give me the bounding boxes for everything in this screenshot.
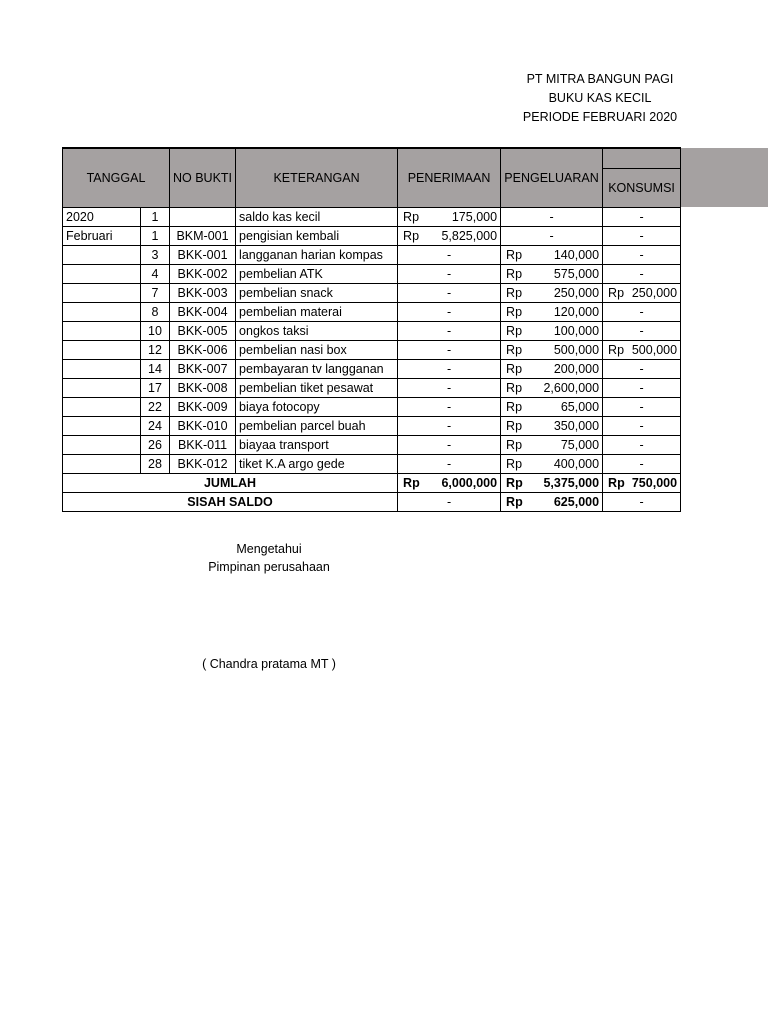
ledger-body	[63, 208, 681, 474]
cell-day: 8	[141, 303, 170, 322]
table-row	[63, 360, 681, 379]
cell-day: 14	[141, 360, 170, 379]
cell-year-month: Februari	[63, 227, 141, 246]
table-row	[63, 246, 681, 265]
signature-ack: Mengetahui	[236, 542, 302, 556]
cell-keterangan: pembayaran tv langganan	[236, 360, 398, 379]
cell-day: 3	[141, 246, 170, 265]
cell-year-month	[63, 246, 141, 265]
cell-year-month	[63, 379, 141, 398]
cell-keterangan: tiket K.A argo gede	[236, 455, 398, 474]
cell-no-bukti: BKK-009	[170, 398, 236, 417]
cell-year-month	[63, 265, 141, 284]
cell-no-bukti: BKK-007	[170, 360, 236, 379]
cell-day: 28	[141, 455, 170, 474]
cell-day: 17	[141, 379, 170, 398]
ledger-footer	[63, 474, 681, 512]
cell-konsumsi: -	[603, 455, 681, 474]
total-row	[63, 474, 681, 493]
cell-konsumsi: -	[603, 208, 681, 227]
company-name: PT MITRA BANGUN PAGI	[526, 72, 674, 86]
cell-year-month	[63, 303, 141, 322]
total-penerimaan: Rp 6,000,000	[398, 474, 501, 493]
cell-keterangan: biaya fotocopy	[236, 398, 398, 417]
cell-year-month	[63, 322, 141, 341]
cell-day: 24	[141, 417, 170, 436]
cell-konsumsi: -	[603, 303, 681, 322]
cell-no-bukti: BKK-006	[170, 341, 236, 360]
signature-name: ( Chandra pratama MT )	[202, 657, 336, 671]
cell-pengeluaran: Rp 120,000	[501, 303, 603, 322]
cell-day: 22	[141, 398, 170, 417]
cell-pengeluaran: Rp 75,000	[501, 436, 603, 455]
cell-no-bukti: BKK-011	[170, 436, 236, 455]
col-header-no-bukti: NO BUKTI	[170, 148, 236, 208]
signature-role: Pimpinan perusahaan	[208, 560, 330, 574]
cell-konsumsi: Rp 500,000	[603, 341, 681, 360]
cell-keterangan: biayaa transport	[236, 436, 398, 455]
table-row	[63, 227, 681, 246]
cell-no-bukti: BKM-001	[170, 227, 236, 246]
cell-konsumsi: -	[603, 265, 681, 284]
cell-no-bukti: BKK-012	[170, 455, 236, 474]
cell-year-month	[63, 360, 141, 379]
table-row	[63, 379, 681, 398]
cell-pengeluaran: Rp 250,000	[501, 284, 603, 303]
cash-ledger-table	[62, 147, 681, 512]
cell-keterangan: pembelian snack	[236, 284, 398, 303]
cell-day: 1	[141, 227, 170, 246]
saldo-penerimaan: -	[398, 493, 501, 512]
table-row	[63, 208, 681, 227]
cell-pengeluaran: Rp 400,000	[501, 455, 603, 474]
header-shade-block	[678, 148, 768, 207]
cell-no-bukti: BKK-002	[170, 265, 236, 284]
cell-pengeluaran: Rp 350,000	[501, 417, 603, 436]
cell-no-bukti: BKK-010	[170, 417, 236, 436]
saldo-label: SISAH SALDO	[63, 493, 398, 512]
table-row	[63, 436, 681, 455]
saldo-row	[63, 493, 681, 512]
book-title: BUKU KAS KECIL	[548, 91, 652, 105]
cell-penerimaan: -	[398, 417, 501, 436]
table-row	[63, 265, 681, 284]
total-pengeluaran: Rp 5,375,000	[501, 474, 603, 493]
cell-day: 12	[141, 341, 170, 360]
cell-pengeluaran: Rp 500,000	[501, 341, 603, 360]
saldo-pengeluaran: Rp 625,000	[501, 493, 603, 512]
cell-pengeluaran: Rp 2,600,000	[501, 379, 603, 398]
cell-year-month	[63, 455, 141, 474]
cell-keterangan: pembelian ATK	[236, 265, 398, 284]
table-row	[63, 341, 681, 360]
cell-day: 7	[141, 284, 170, 303]
cell-konsumsi: -	[603, 417, 681, 436]
cell-keterangan: ongkos taksi	[236, 322, 398, 341]
col-header-blank	[603, 148, 681, 169]
cell-konsumsi: -	[603, 246, 681, 265]
cell-day: 1	[141, 208, 170, 227]
col-header-konsumsi: KONSUMSI	[603, 169, 681, 208]
cell-no-bukti: BKK-001	[170, 246, 236, 265]
cell-keterangan: pembelian parcel buah	[236, 417, 398, 436]
table-row	[63, 322, 681, 341]
cell-pengeluaran: Rp 575,000	[501, 265, 603, 284]
cell-keterangan: pembelian nasi box	[236, 341, 398, 360]
cell-penerimaan: -	[398, 322, 501, 341]
cell-penerimaan: -	[398, 398, 501, 417]
cell-year-month	[63, 436, 141, 455]
cell-pengeluaran: Rp 200,000	[501, 360, 603, 379]
cell-year-month	[63, 398, 141, 417]
cell-year-month	[63, 341, 141, 360]
cell-konsumsi: -	[603, 436, 681, 455]
table-row	[63, 455, 681, 474]
cell-year-month	[63, 417, 141, 436]
table-row	[63, 398, 681, 417]
cell-pengeluaran: -	[501, 208, 603, 227]
cell-penerimaan: -	[398, 341, 501, 360]
table-row	[63, 284, 681, 303]
cell-keterangan: pembelian materai	[236, 303, 398, 322]
cell-no-bukti: BKK-005	[170, 322, 236, 341]
col-header-tanggal: TANGGAL	[63, 148, 170, 208]
cell-penerimaan: -	[398, 284, 501, 303]
cell-no-bukti	[170, 208, 236, 227]
period-title: PERIODE FEBRUARI 2020	[522, 110, 678, 124]
cell-keterangan: langganan harian kompas	[236, 246, 398, 265]
cell-pengeluaran: -	[501, 227, 603, 246]
cell-day: 26	[141, 436, 170, 455]
cell-konsumsi: -	[603, 227, 681, 246]
cell-no-bukti: BKK-004	[170, 303, 236, 322]
cell-penerimaan: Rp 175,000	[398, 208, 501, 227]
cell-keterangan: pengisian kembali	[236, 227, 398, 246]
cell-penerimaan: -	[398, 360, 501, 379]
cell-day: 10	[141, 322, 170, 341]
ledger-header	[63, 148, 681, 208]
cell-year-month: 2020	[63, 208, 141, 227]
col-header-keterangan: KETERANGAN	[236, 148, 398, 208]
cell-day: 4	[141, 265, 170, 284]
cell-konsumsi: Rp 250,000	[603, 284, 681, 303]
cell-pengeluaran: Rp 140,000	[501, 246, 603, 265]
cell-no-bukti: BKK-008	[170, 379, 236, 398]
table-row	[63, 303, 681, 322]
cell-penerimaan: -	[398, 455, 501, 474]
cell-pengeluaran: Rp 65,000	[501, 398, 603, 417]
cell-keterangan: pembelian tiket pesawat	[236, 379, 398, 398]
cell-penerimaan: -	[398, 303, 501, 322]
cell-konsumsi: -	[603, 398, 681, 417]
cell-konsumsi: -	[603, 322, 681, 341]
cell-year-month	[63, 284, 141, 303]
cell-penerimaan: -	[398, 246, 501, 265]
col-header-penerimaan: PENERIMAAN	[398, 148, 501, 208]
saldo-konsumsi: -	[603, 493, 681, 512]
cell-pengeluaran: Rp 100,000	[501, 322, 603, 341]
col-header-pengeluaran: PENGELUARAN	[501, 148, 603, 208]
total-label: JUMLAH	[63, 474, 398, 493]
cell-penerimaan: Rp 5,825,000	[398, 227, 501, 246]
total-konsumsi: Rp 750,000	[603, 474, 681, 493]
cell-no-bukti: BKK-003	[170, 284, 236, 303]
cell-penerimaan: -	[398, 265, 501, 284]
cell-penerimaan: -	[398, 379, 501, 398]
cell-penerimaan: -	[398, 436, 501, 455]
cell-keterangan: saldo kas kecil	[236, 208, 398, 227]
table-row	[63, 417, 681, 436]
cell-konsumsi: -	[603, 379, 681, 398]
cell-konsumsi: -	[603, 360, 681, 379]
